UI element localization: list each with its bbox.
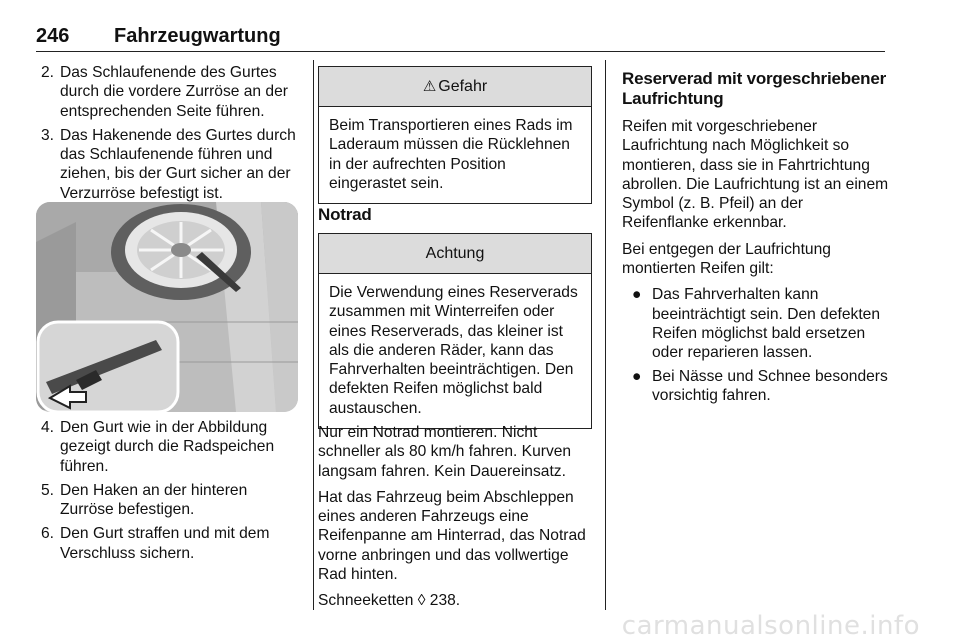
danger-text: Beim Transportieren eines Rads im Laderaum müssen die Rücklehnen in der aufrechten Position eingerastet sein. [329, 117, 573, 192]
bullet-icon: ● [632, 367, 642, 385]
column-divider-2 [605, 60, 606, 610]
steps-list-b [36, 418, 304, 563]
notrad-heading: Notrad [318, 205, 372, 224]
column-1 [36, 63, 304, 208]
danger-header [319, 67, 591, 107]
bullet-list [622, 285, 892, 405]
caution-header [319, 234, 591, 274]
paragraph: Nur ein Notrad montieren. Nicht schneller als 80 km/h fahren. Kurven langsam fahren. Kein Dauereinsatz. [318, 424, 572, 480]
watermark: carmanualsonline.info [621, 610, 920, 641]
reference-arrow-icon: ◊ [417, 592, 426, 610]
reference-page: 238. [429, 592, 461, 610]
notrad-paragraphs [318, 423, 596, 618]
caution-box [318, 233, 592, 429]
warning-triangle-icon: ⚠ [422, 78, 437, 95]
page-number: 246 [36, 25, 70, 47]
list-item: 4. Den Gurt wie in der Abbildung gezeigt durch die Radspeichen führen. [41, 419, 275, 475]
page-header [36, 25, 885, 52]
bullet-icon: ● [632, 286, 642, 304]
list-item: ● Das Fahrverhalten kann beeinträchtigt sein. Den defekten Reifen möglichst bald ersetzen oder reparieren lassen. [632, 286, 880, 362]
paragraph: Reifen mit vorgeschriebener Laufrichtung nach Möglichkeit so montieren, dass sie in Fahrtrichtung abrollen. Die Laufrichtung ist an einem Symbol (z. B. Pfeil) an der Reifenflanke erkennbar. [622, 118, 889, 232]
list-item: 5. Den Haken an der hinteren Zurröse befestigen. [41, 481, 248, 519]
paragraph: Hat das Fahrzeug beim Abschleppen eines anderen Fahrzeugs eine Reifenpanne am Hinterrad, das Notrad vorne anbringen und das vollwertige Rad hinten. [318, 488, 586, 584]
page-title: Fahrzeugwartung [114, 25, 281, 47]
danger-title: Gefahr [438, 78, 488, 95]
list-item: 6. Den Gurt straffen und mit dem Verschluss sichern. [41, 525, 270, 562]
snow-chains-reference[interactable]: Schneeketten ◊ 238. [318, 592, 461, 610]
reserve-wheel-text [622, 117, 892, 409]
spare-wheel-illustration [36, 202, 298, 412]
danger-box [318, 66, 592, 204]
steps-list-a [36, 63, 304, 203]
list-item: 2. Das Schlaufenende des Gurtes durch die vordere Zurröse an der entsprechenden Seite führen. [41, 64, 288, 120]
paragraph: Bei entgegen der Laufrichtung montierten Reifen gilt: [622, 240, 831, 278]
caution-text: Die Verwendung eines Reserverads zusammen mit Winterreifen oder eines Reserverads, das kleiner ist als die anderen Räder, kann das Fahrverhalten beeinträchtigen. Den defekten Reifen möglichst bald austauschen. [329, 284, 578, 417]
list-item: ● Bei Nässe und Schnee besonders vorsichtig fahren. [632, 367, 888, 404]
caution-title: Achtung [425, 245, 485, 262]
reserve-wheel-heading: Reserverad mit vorgeschriebener Laufrichtung [622, 69, 887, 108]
column-divider-1 [313, 60, 314, 610]
column-1-continued [36, 418, 304, 568]
list-item: 3. Das Hakenende des Gurtes durch das Schlaufenende führen und ziehen, bis der Gurt sicher an der Verzurröse befestigt ist. [41, 126, 296, 202]
